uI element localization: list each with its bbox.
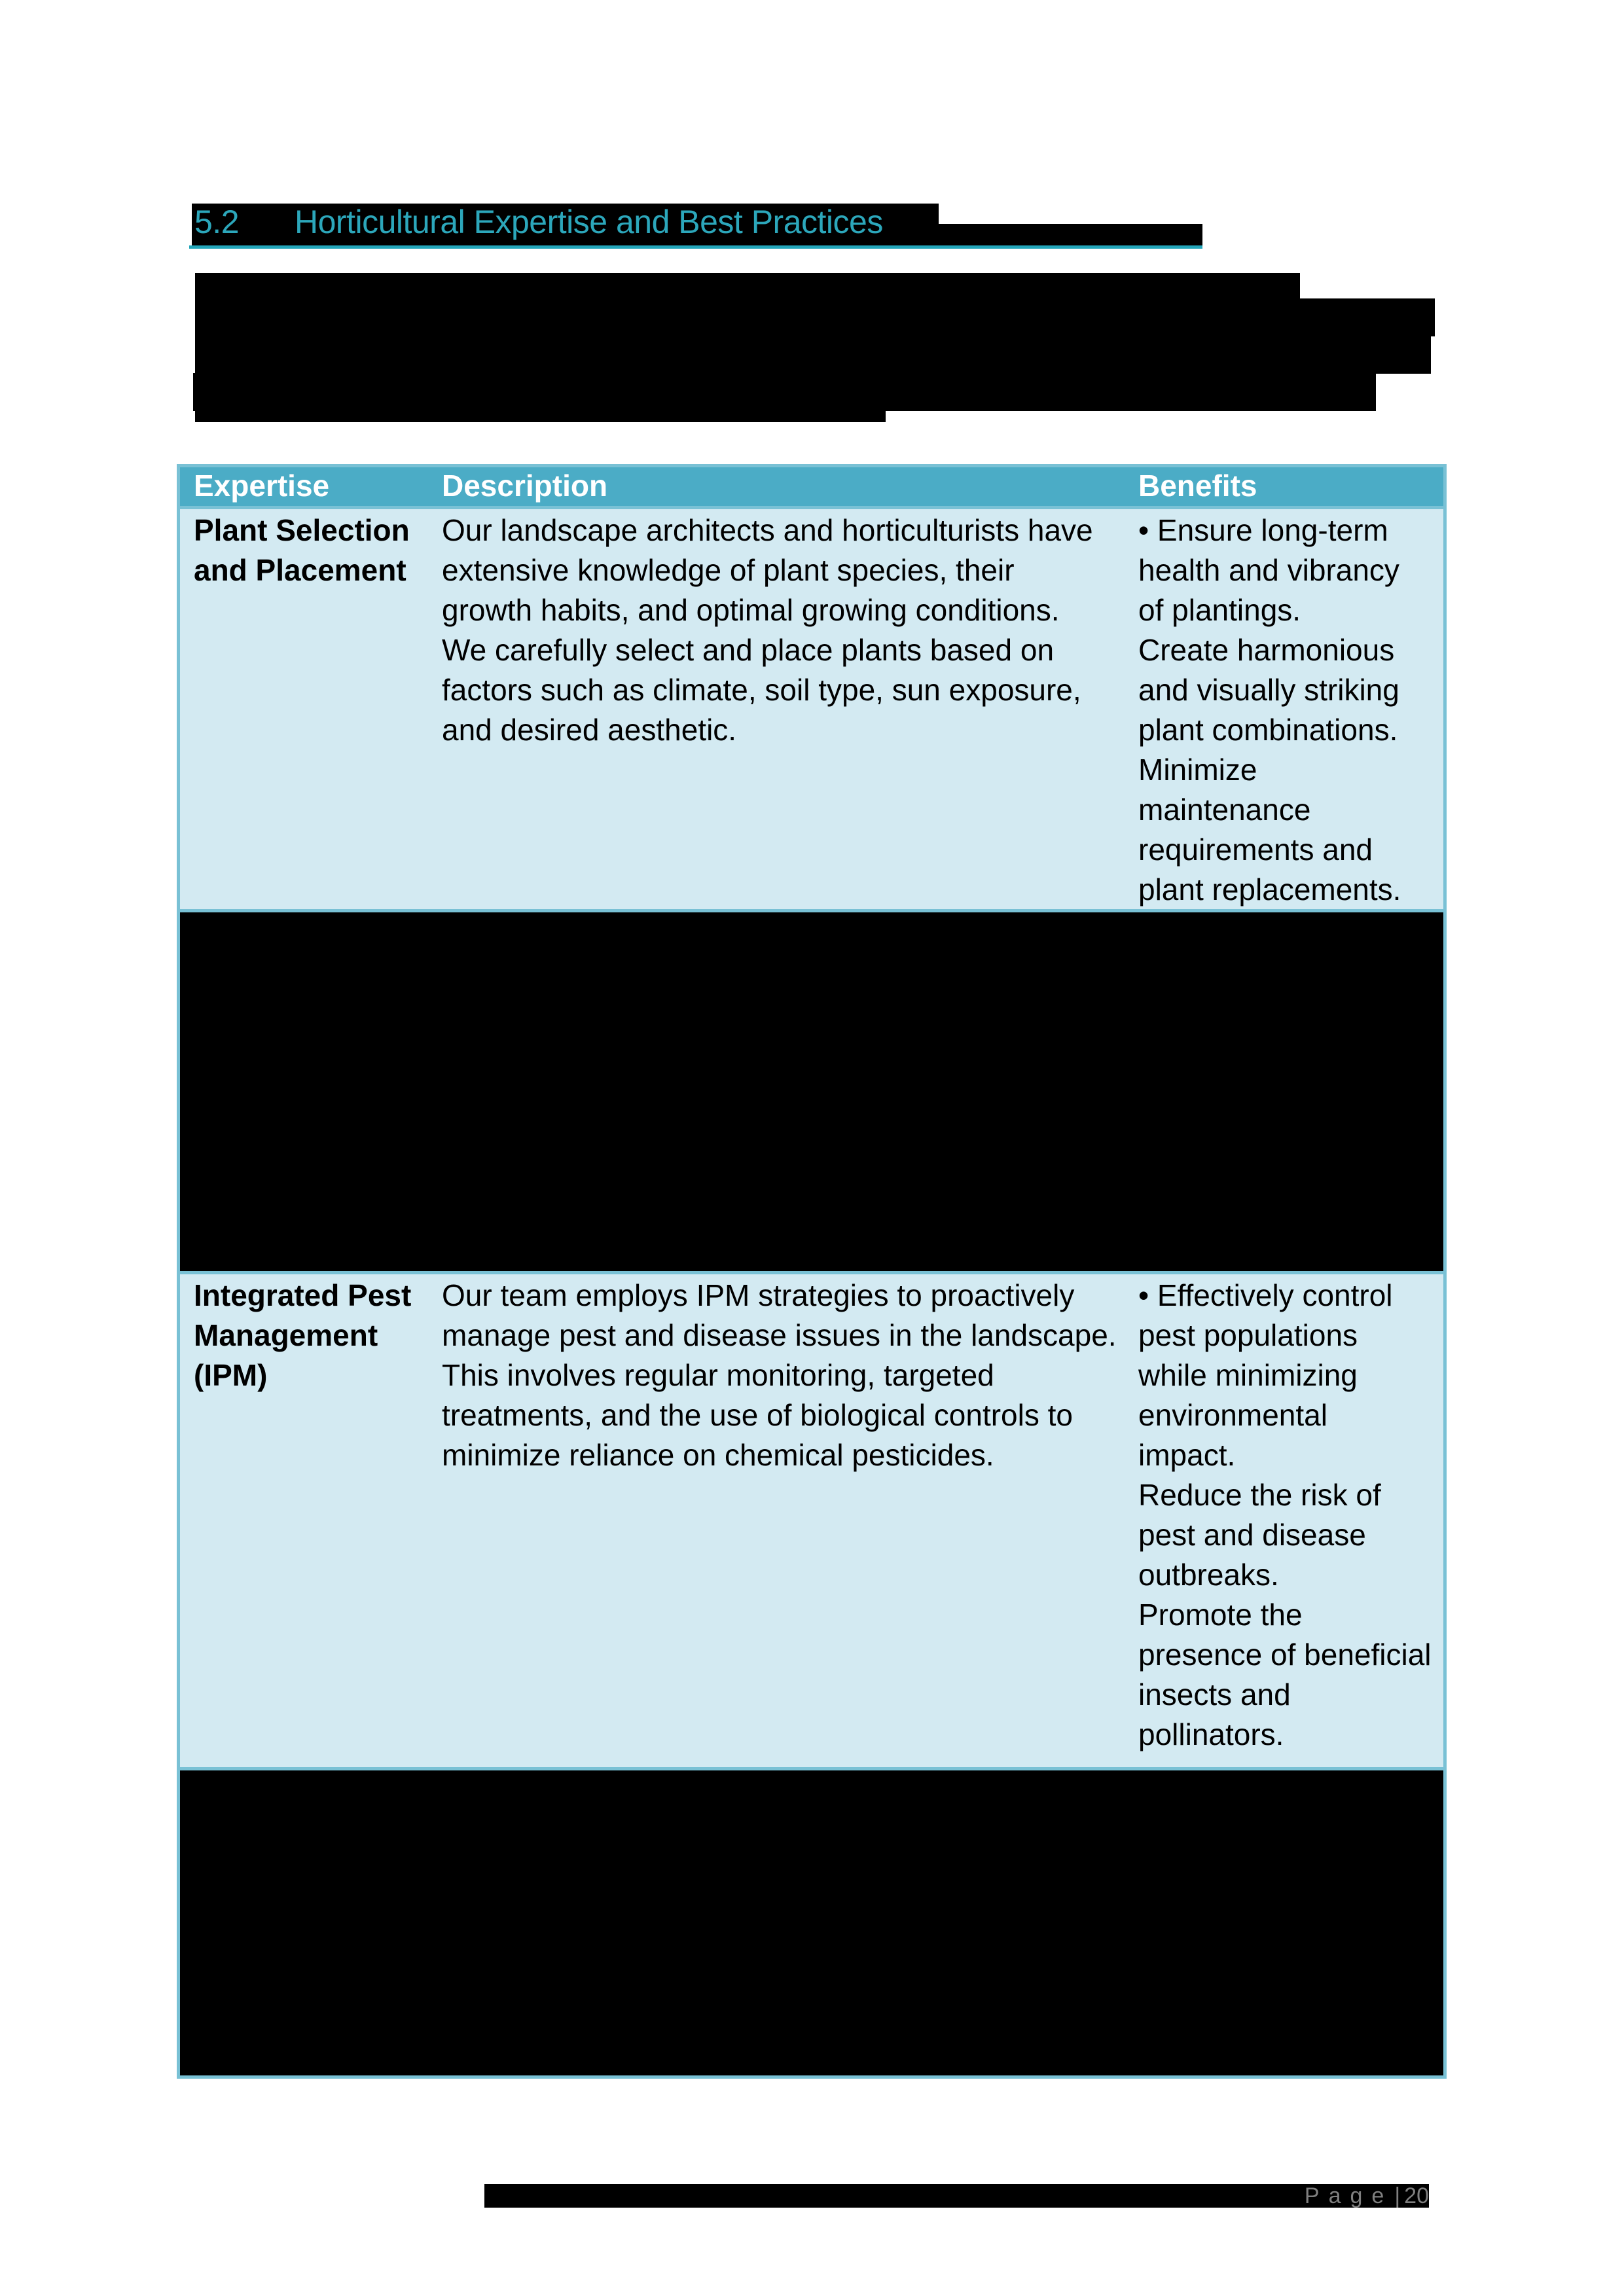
redaction-block [193,373,1376,411]
page-footer [484,2184,1429,2208]
benefits-cell: • Ensure long-term health and vibrancy of plantings. Create harmonious and visually striking plant combinations. Minimize maintenance requirements and plant replacements. [1138,513,1401,906]
redaction-block [195,298,1435,336]
page-separator: | [1394,2183,1401,2208]
section-title-text: Horticultural Expertise and Best Practices [295,204,883,240]
table-header-row [180,467,1443,506]
heading-underline [189,245,1202,249]
benefits-cell: • Effectively control pest populations while minimizing environmental impact. Reduce the risk of pest and disease outbreaks. Promote the presence of beneficial insects and pollinators. [1138,1278,1432,1751]
table-row [180,1274,1443,1767]
column-header-benefits: Benefits [1138,469,1257,503]
page-number: 20 [1404,2183,1429,2208]
section-title [194,201,883,243]
column-header-description: Description [442,469,608,503]
table-row [180,509,1443,909]
table-row-redacted [180,912,1443,1271]
expertise-table [177,464,1447,2079]
description-cell: Our landscape architects and horticulturists have extensive knowledge of plant species, their growth habits, and optimal growing conditions. We carefully select and place plants based on factors such as climate, soil type, sun exposure, and desired aesthetic. [442,513,1093,747]
section-heading [189,204,1202,249]
section-number: 5.2 [194,204,240,240]
redaction-block [195,336,1431,374]
expertise-cell: Integrated Pest Management (IPM) [194,1278,412,1392]
expertise-cell: Plant Selection and Placement [194,513,410,587]
redaction-block [195,273,1300,299]
column-header-expertise: Expertise [194,469,330,503]
page-word: Page [1304,2183,1394,2208]
page-number-label [1305,2181,1429,2210]
redaction-block [195,410,886,422]
heading-redaction-tail [939,224,1202,245]
table-row-redacted [180,1770,1443,2075]
description-cell: Our team employs IPM strategies to proactively manage pest and disease issues in the landscape. This involves regular monitoring, targeted treatments, and the use of biological controls to minimize reliance on chemical pesticides. [442,1278,1117,1472]
